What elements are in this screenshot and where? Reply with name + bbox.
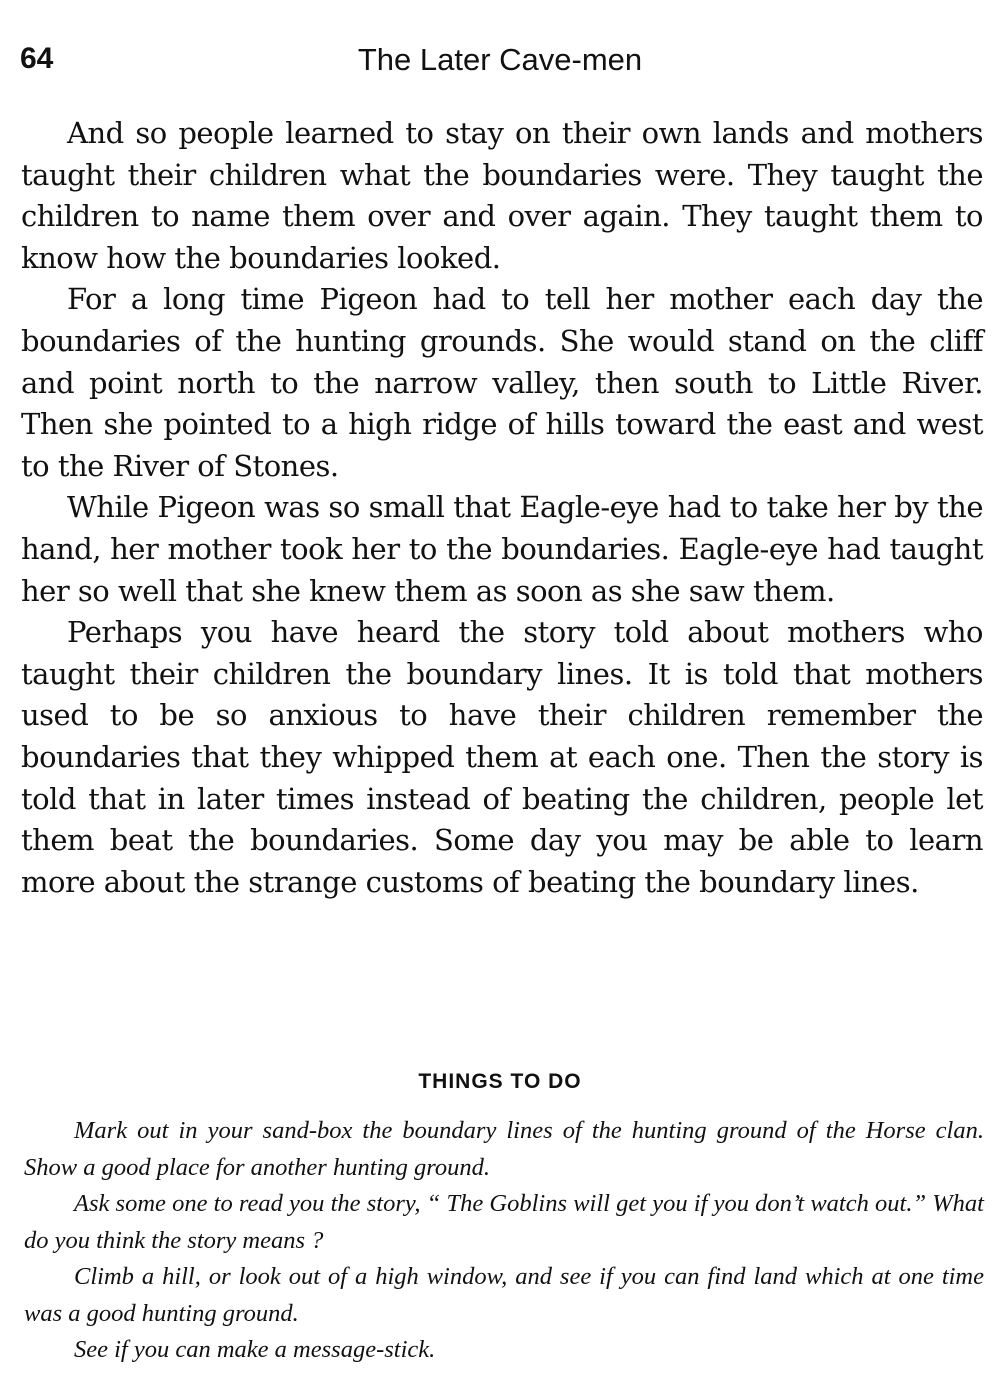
body-paragraph: While Pigeon was so small that Eagle-eye had to take her by the hand, her mother took her to the boundaries. Eagle-eye had taught her so well that she knew them as soon as she saw them. bbox=[21, 490, 983, 608]
body-paragraph: And so people learned to stay on their own lands and mothers taught their children what the boundaries were. They taught the children to name them over and over again. They taught them to know how the boundaries looked. bbox=[21, 116, 983, 275]
running-title: The Later Cave-men bbox=[357, 42, 643, 77]
body-text bbox=[21, 113, 983, 903]
body-paragraph: For a long time Pigeon had to tell her mother each day the boundaries of the hunting grounds. She would stand on the cliff and point north to the narrow valley, then south to Little River. Then she pointed to a high ridge of hills toward the east and west to the River of Stones. bbox=[21, 282, 983, 483]
activity-item: See if you can make a message-stick. bbox=[74, 1336, 436, 1363]
things-to-do-list bbox=[24, 1113, 984, 1369]
page-header bbox=[18, 42, 982, 86]
things-to-do-heading: THINGS TO DO bbox=[418, 1070, 582, 1093]
activity-item: Climb a hill, or look out of a high window, and see if you can find land which at one time was a good hunting ground. bbox=[24, 1263, 984, 1327]
page-number: 64 bbox=[20, 42, 54, 75]
activity-item: Mark out in your sand-box the boundary lines of the hunting ground of the Horse clan. Show a good place for another hunting ground. bbox=[24, 1117, 984, 1181]
activity-item: Ask some one to read you the story, “ The Goblins will get you if you don’t watch out.” What do you think the story means ? bbox=[24, 1190, 984, 1254]
body-paragraph: Perhaps you have heard the story told about mothers who taught their children the boundary lines. It is told that mothers used to be so anxious to have their children remember the boundaries that they whipped them at each one. Then the story is told that in later times instead of beating the children, people let them beat the boundaries. Some day you may be able to learn more about the strange customs of beating the boundary lines. bbox=[21, 615, 983, 899]
